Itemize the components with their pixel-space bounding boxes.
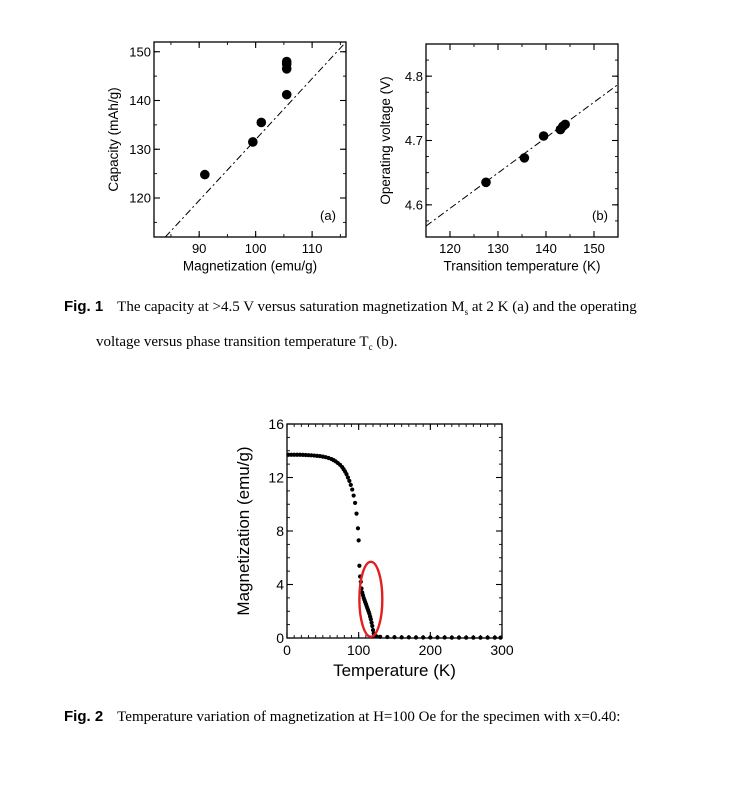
data-point: [435, 635, 439, 639]
caption-1-subscript-s: s: [464, 307, 469, 317]
data-point: [282, 90, 292, 100]
x-tick-label: 140: [535, 241, 557, 256]
data-point: [539, 131, 549, 141]
caption-1-line1-a: The capacity at >4.5 V versus saturation magnetization M: [117, 299, 465, 315]
data-point: [282, 57, 292, 67]
y-tick-label: 8: [276, 523, 284, 540]
x-tick-label: 110: [301, 241, 323, 256]
x-tick-label: 0: [283, 642, 291, 658]
plot-frame: [426, 44, 618, 237]
data-point: [486, 635, 490, 639]
data-point: [350, 487, 354, 491]
data-point: [450, 635, 454, 639]
x-axis-label: Magnetization (emu/g): [182, 258, 318, 274]
panel-label: (a): [320, 208, 336, 223]
data-point: [370, 624, 374, 628]
figure-2-caption: [64, 702, 724, 732]
y-axis-label: Capacity (mAh/g): [106, 87, 121, 192]
y-tick-label: 0: [276, 630, 284, 647]
data-point: [248, 137, 258, 147]
data-point: [354, 512, 358, 516]
data-point: [478, 635, 482, 639]
data-point: [256, 118, 266, 128]
y-tick-label: 4.6: [404, 197, 423, 213]
x-tick-label: 100: [244, 241, 267, 256]
data-point: [414, 635, 418, 639]
y-tick-label: 12: [268, 469, 284, 486]
x-tick-label: 90: [191, 241, 207, 256]
data-point: [378, 635, 382, 639]
data-point: [421, 635, 425, 639]
data-point: [400, 635, 404, 639]
x-tick-label: 150: [583, 241, 605, 256]
data-point: [349, 483, 353, 487]
data-point: [428, 635, 432, 639]
x-tick-label: 100: [346, 642, 371, 658]
data-point: [457, 635, 461, 639]
figure-2-label: Fig. 2: [64, 708, 104, 725]
x-tick-label: 300: [490, 642, 514, 658]
data-point: [392, 635, 396, 639]
y-tick-label: 4.8: [404, 68, 423, 84]
y-tick-label: 120: [129, 190, 151, 206]
chart-3: [234, 416, 514, 680]
data-point: [347, 479, 351, 483]
caption-2-text: Temperature variation of magnetization at H=100 Oe for the specimen with x=0.40:: [117, 709, 621, 725]
caption-1-line2-a: voltage versus phase transition temperature T: [96, 334, 369, 350]
data-point: [493, 635, 497, 639]
data-point: [471, 635, 475, 639]
y-tick-label: 4.7: [404, 133, 423, 149]
x-tick-label: 120: [439, 241, 461, 256]
data-point: [481, 178, 491, 188]
y-tick-label: 140: [129, 93, 151, 109]
caption-1-subscript-c: c: [368, 342, 373, 352]
data-point: [560, 120, 570, 130]
data-point: [498, 635, 502, 639]
y-tick-label: 150: [129, 44, 151, 60]
data-point: [353, 501, 357, 505]
data-point: [443, 635, 447, 639]
caption-1-line2: [64, 327, 724, 362]
figure-1-caption: [64, 292, 724, 362]
x-tick-label: 200: [418, 642, 443, 658]
data-point: [200, 170, 210, 180]
y-axis-label: Operating voltage (V): [378, 76, 393, 205]
figure-1-label: Fig. 1: [64, 298, 104, 315]
data-point: [464, 635, 468, 639]
x-tick-label: 130: [487, 241, 509, 256]
y-tick-label: 4: [276, 576, 284, 593]
y-tick-label: 130: [129, 141, 151, 157]
x-axis-label: Transition temperature (K): [443, 258, 601, 274]
data-point: [407, 635, 411, 639]
data-point: [520, 153, 530, 163]
data-point: [357, 564, 361, 568]
data-point: [385, 635, 389, 639]
data-point: [357, 538, 361, 542]
caption-1-line2-b: (b).: [372, 334, 398, 350]
data-point: [356, 526, 360, 530]
caption-1-line1-b: at 2 K (a) and the operating: [468, 299, 637, 315]
y-axis-label: Magnetization (emu/g): [234, 446, 253, 616]
panel-label: (b): [592, 208, 608, 223]
chart-2: [378, 44, 618, 274]
chart-1: [106, 42, 346, 274]
y-tick-label: 16: [268, 416, 284, 433]
x-axis-label: Temperature (K): [333, 661, 456, 680]
data-point: [352, 493, 356, 497]
